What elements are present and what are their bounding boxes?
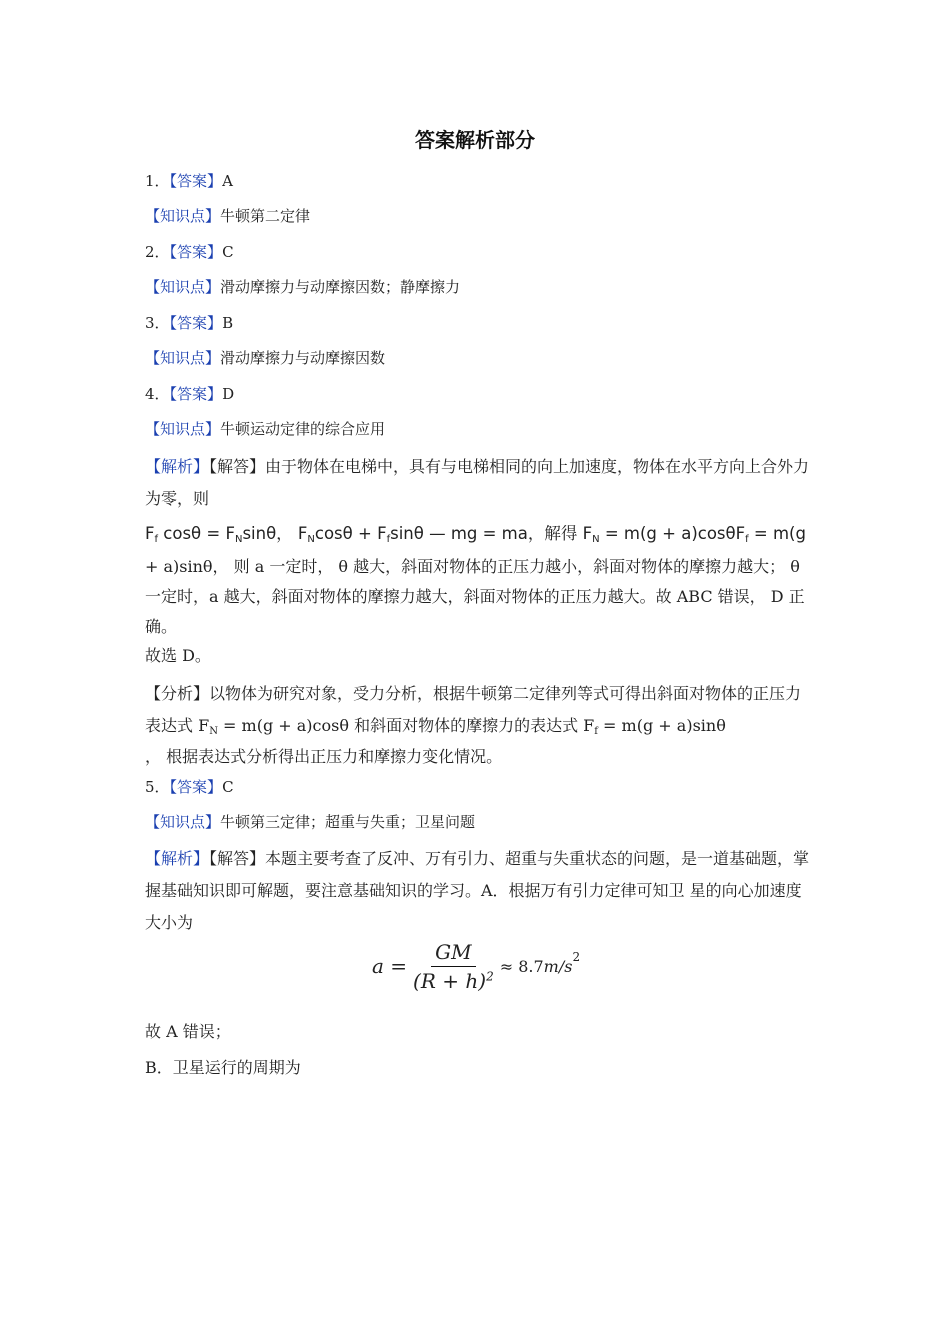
q4-reasoning [145,552,810,642]
q4-analysis [145,678,810,748]
formula-fraction [413,940,494,993]
q4-equation [145,518,810,556]
answer-line-4 [145,384,234,404]
knowledge-text: 牛顿第二定律 [220,207,311,225]
answer-tag: 【答案】 [169,778,223,796]
question-number: 3． [145,314,170,332]
knowledge-tag: 【知识点】 [145,349,221,367]
knowledge-tag: 【知识点】 [145,813,221,831]
eq-text: F [145,524,155,543]
answer-tag: 【答案】 [169,385,223,403]
analysis-tag: 【解析】 [145,849,210,868]
page-title: 答案解析部分 [415,128,535,152]
knowledge-text: 滑动摩擦力与动摩擦因数；静摩擦力 [220,278,461,296]
formula-rhs: ≈ 8.7 [499,956,544,976]
answer-value: C [222,243,234,261]
formula-unit: m/s [543,956,573,976]
eq-sub: N [592,534,600,545]
question-number: 4． [145,385,170,403]
q5-solution [145,843,810,939]
q4-solution [145,451,810,515]
formula-denominator [413,967,494,993]
analysis-text: = m(g + a)cosθ 和斜面对物体的摩擦力的表达式 F [217,716,595,735]
eq-sub: f [154,534,159,545]
knowledge-line-1 [145,206,310,226]
q4-analysis-end: ， 根据表达式分析得出正压力和摩擦力变化情况。 [145,747,503,766]
eq-text: sinθ — mg = ma，解得 F [390,524,593,543]
q4-conclusion: 故选 D。 [145,646,211,665]
acceleration-formula [372,936,580,996]
answer-tag: 【答案】 [169,314,223,332]
answer-value: B [222,314,234,332]
eq-text: cosθ + F [314,524,387,543]
answer-line-3 [145,313,233,333]
knowledge-tag: 【知识点】 [145,278,221,296]
answer-value: A [222,172,233,190]
answer-value: C [222,778,234,796]
question-number: 5． [145,778,170,796]
reasoning-text: + a)sinθ， 则 a 一定时， θ 越大，斜面对物体的正压力越小，斜面对物体的摩擦力越大； θ 一定时，a 越大，斜面对物体的摩擦力越大，斜面对物体的正压力越大。故 ABC 错误， D 正确。 [145,557,805,636]
eq-text: cosθ = F [158,524,235,543]
denominator-text: (R + h) [413,968,487,993]
knowledge-text: 滑动摩擦力与动摩擦因数 [220,349,386,367]
knowledge-line-3 [145,348,385,368]
solution-text: 【解答】本题主要考查了反冲、万有引力、超重与失重状态的问题，是一道基础题，掌握基础知识即可解题，要注意基础知识的学习。A．根据万有引力定律可知卫 星的向心加速度大小为 [145,849,810,932]
answer-tag: 【答案】 [169,172,223,190]
analysis-tag: 【解析】 [145,457,210,476]
formula-lhs: a = [372,954,408,978]
q5-b-line: B．卫星运行的周期为 [145,1058,301,1077]
eq-sub: N [307,534,315,545]
knowledge-text: 牛顿运动定律的综合应用 [220,420,386,438]
knowledge-line-2 [145,277,460,297]
q5-a-conclusion: 故 A 错误； [145,1022,231,1041]
question-number: 1． [145,172,170,190]
answer-line-1 [145,171,233,191]
answer-value: D [222,385,235,403]
eq-sub: N [209,726,218,737]
answer-tag: 【答案】 [169,243,223,261]
formula-numerator: GM [431,940,475,967]
answer-line-2 [145,242,234,262]
analysis-text: = m(g + a)sinθ [597,716,726,735]
eq-text: = m(g + a)cosθF [599,524,746,543]
knowledge-tag: 【知识点】 [145,207,221,225]
formula-unit-exponent: 2 [572,950,581,964]
eq-text: = m(g [748,524,806,543]
eq-text: sinθ， F [242,524,308,543]
eq-sub: f [386,534,391,545]
solution-intro: 【解答】由于物体在电梯中，具有与电梯相同的向上加速度，物体在水平方向上合外力为零，则 [145,457,810,508]
knowledge-text: 牛顿第三定律；超重与失重；卫星问题 [220,813,476,831]
question-number: 2． [145,243,170,261]
eq-sub: f [745,534,749,545]
knowledge-line-5 [145,812,475,832]
knowledge-tag: 【知识点】 [145,420,221,438]
analysis-text: 【分析】以物体为研究对象，受力分析，根据牛顿第二定律列等式可得出斜面对物体的正压力表达式 F [145,684,802,735]
knowledge-line-4 [145,419,385,439]
denominator-exponent: 2 [486,968,494,983]
eq-sub: N [234,534,243,545]
eq-sub: f [594,726,598,737]
answer-line-5 [145,777,234,797]
